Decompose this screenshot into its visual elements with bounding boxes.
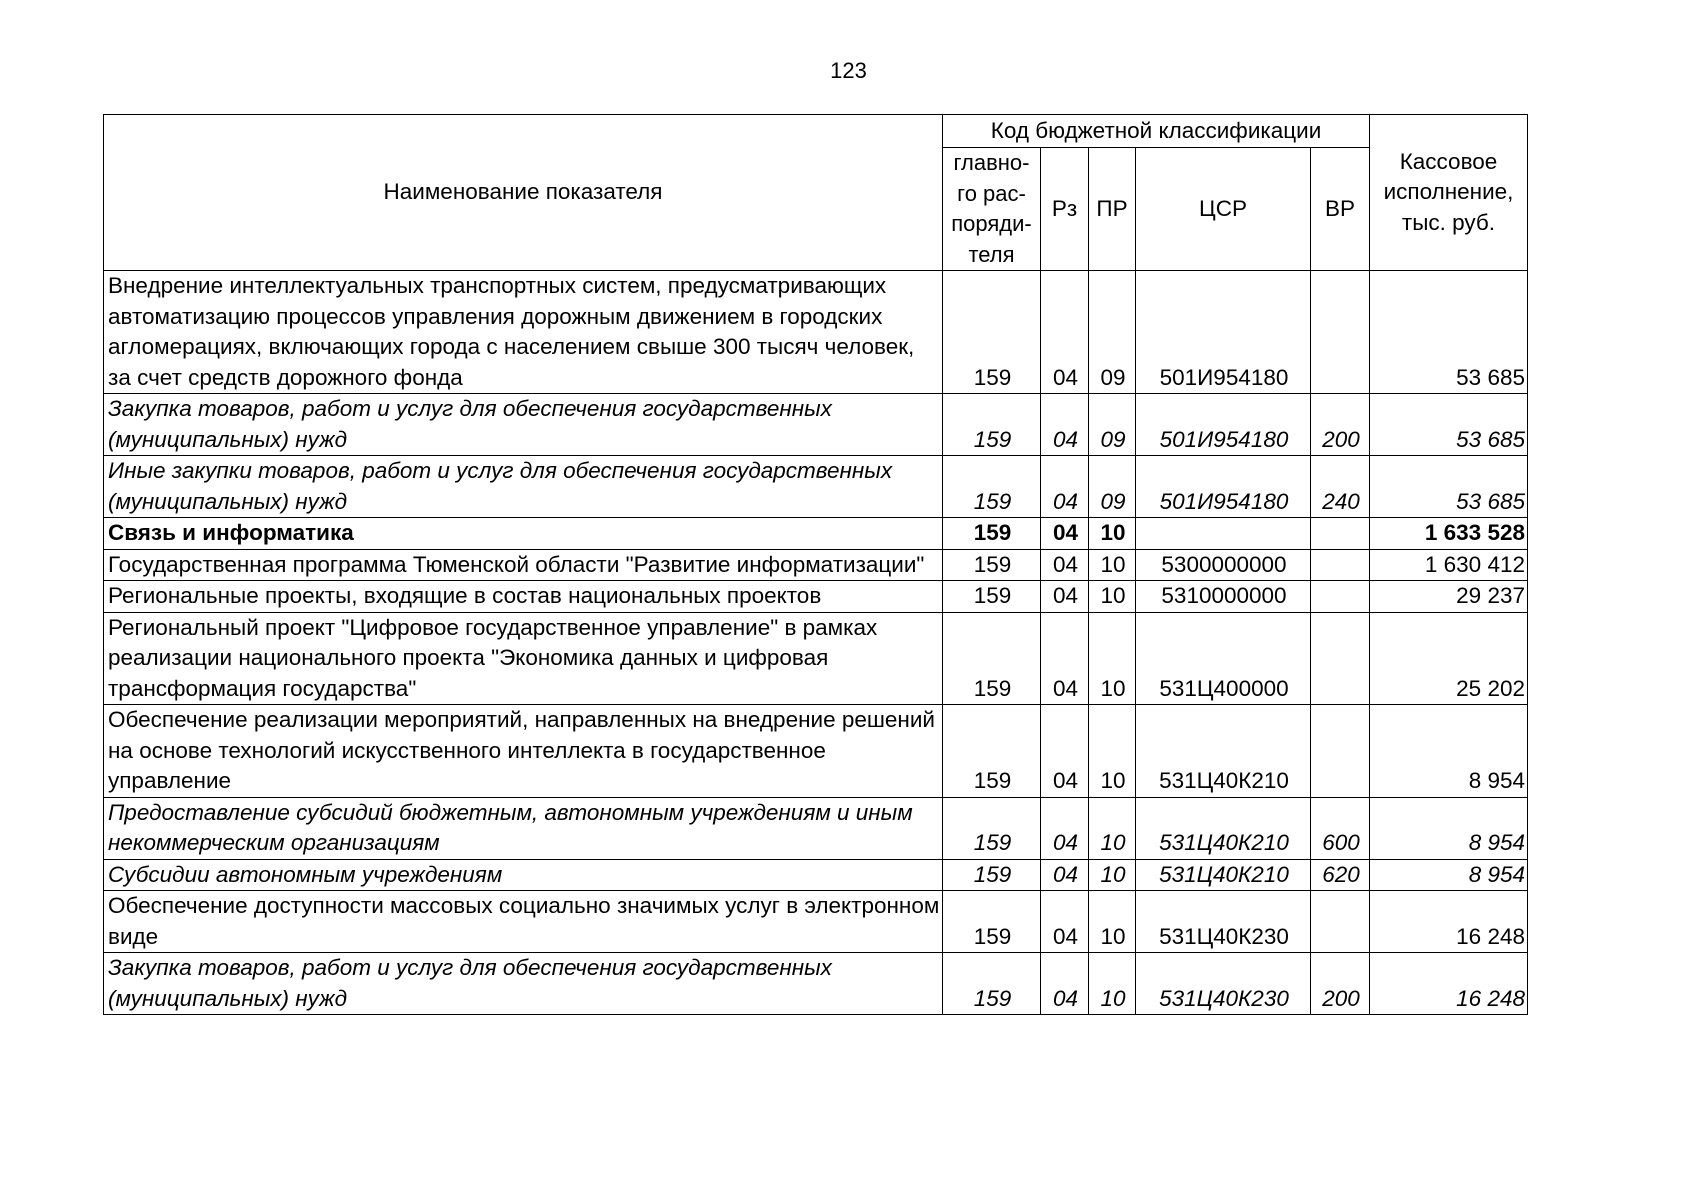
cell-rz: 04 bbox=[1041, 953, 1089, 1015]
cell-vr bbox=[1311, 518, 1370, 550]
cell-name: Внедрение интеллектуальных транспортных систем, предусматривающих автоматизацию процессов управления дорожным движением в городских агломерациях, включающих города с населением свыше 300 тысяч человек, за счет средств дорожного фонда bbox=[104, 271, 943, 394]
cell-csr: 5300000000 bbox=[1136, 549, 1311, 581]
cell-amount: 8 954 bbox=[1370, 705, 1528, 798]
cell-manager-code: 159 bbox=[943, 518, 1041, 550]
cell-amount: 8 954 bbox=[1370, 859, 1528, 891]
cell-name: Региональные проекты, входящие в состав национальных проектов bbox=[104, 581, 943, 613]
cell-manager-code: 159 bbox=[943, 456, 1041, 518]
cell-rz: 04 bbox=[1041, 271, 1089, 394]
cell-amount: 53 685 bbox=[1370, 394, 1528, 456]
cell-vr: 200 bbox=[1311, 953, 1370, 1015]
cell-csr: 531Ц40К230 bbox=[1136, 953, 1311, 1015]
cell-rz: 04 bbox=[1041, 518, 1089, 550]
cell-rz: 04 bbox=[1041, 549, 1089, 581]
header-execution-line-2: исполнение, bbox=[1383, 179, 1514, 205]
header-manager-code bbox=[943, 148, 1041, 271]
cell-rz: 04 bbox=[1041, 612, 1089, 705]
cell-amount: 29 237 bbox=[1370, 581, 1528, 613]
cell-manager-code: 159 bbox=[943, 705, 1041, 798]
cell-vr bbox=[1311, 612, 1370, 705]
cell-csr: 531Ц400000 bbox=[1136, 612, 1311, 705]
table-row bbox=[104, 705, 1528, 798]
cell-manager-code: 159 bbox=[943, 271, 1041, 394]
cell-vr: 620 bbox=[1311, 859, 1370, 891]
cell-manager-code: 159 bbox=[943, 953, 1041, 1015]
cell-csr: 501И954180 bbox=[1136, 456, 1311, 518]
cell-manager-code: 159 bbox=[943, 612, 1041, 705]
cell-manager-code: 159 bbox=[943, 549, 1041, 581]
cell-name: Предоставление субсидий бюджетным, автономным учреждениям и иным некоммерческим организациям bbox=[104, 797, 943, 859]
cell-rz: 04 bbox=[1041, 891, 1089, 953]
header-execution-line-1: Кассовое bbox=[1399, 148, 1498, 174]
cell-pr: 10 bbox=[1089, 705, 1136, 798]
cell-pr: 09 bbox=[1089, 394, 1136, 456]
cell-csr: 5310000000 bbox=[1136, 581, 1311, 613]
cell-vr bbox=[1311, 891, 1370, 953]
cell-name: Обеспечение доступности массовых социально значимых услуг в электронном виде bbox=[104, 891, 943, 953]
cell-manager-code: 159 bbox=[943, 797, 1041, 859]
table-row bbox=[104, 612, 1528, 705]
header-vr: ВР bbox=[1311, 148, 1370, 271]
cell-csr: 531Ц40К210 bbox=[1136, 797, 1311, 859]
cell-rz: 04 bbox=[1041, 797, 1089, 859]
header-csr: ЦСР bbox=[1136, 148, 1311, 271]
cell-rz: 04 bbox=[1041, 581, 1089, 613]
header-pr: ПР bbox=[1089, 148, 1136, 271]
cell-amount: 53 685 bbox=[1370, 271, 1528, 394]
cell-csr bbox=[1136, 518, 1311, 550]
cell-csr: 501И954180 bbox=[1136, 394, 1311, 456]
table-row bbox=[104, 859, 1528, 891]
table-row bbox=[104, 891, 1528, 953]
table-row bbox=[104, 953, 1528, 1015]
cell-manager-code: 159 bbox=[943, 394, 1041, 456]
cell-rz: 04 bbox=[1041, 705, 1089, 798]
header-execution-line-3: тыс. руб. bbox=[1401, 209, 1496, 235]
cell-pr: 10 bbox=[1089, 549, 1136, 581]
cell-csr: 531Ц40К210 bbox=[1136, 859, 1311, 891]
header-manager-line-1: главно- bbox=[953, 150, 1030, 175]
cell-pr: 10 bbox=[1089, 859, 1136, 891]
cell-rz: 04 bbox=[1041, 859, 1089, 891]
header-budget-code-group: Код бюджетной классификации bbox=[943, 115, 1370, 148]
cell-vr: 600 bbox=[1311, 797, 1370, 859]
cell-name: Закупка товаров, работ и услуг для обеспечения государственных (муниципальных) нужд bbox=[104, 394, 943, 456]
cell-rz: 04 bbox=[1041, 394, 1089, 456]
cell-manager-code: 159 bbox=[943, 859, 1041, 891]
cell-name: Связь и информатика bbox=[104, 518, 943, 550]
cell-name: Государственная программа Тюменской области "Развитие информатизации" bbox=[104, 549, 943, 581]
cell-amount: 16 248 bbox=[1370, 891, 1528, 953]
cell-csr: 501И954180 bbox=[1136, 271, 1311, 394]
header-manager-line-3: поряди- bbox=[951, 211, 1032, 236]
cell-vr: 240 bbox=[1311, 456, 1370, 518]
table-row bbox=[104, 456, 1528, 518]
table-row bbox=[104, 271, 1528, 394]
cell-vr bbox=[1311, 271, 1370, 394]
cell-pr: 10 bbox=[1089, 612, 1136, 705]
page-number: 123 bbox=[830, 58, 867, 83]
cell-pr: 10 bbox=[1089, 953, 1136, 1015]
cell-manager-code: 159 bbox=[943, 891, 1041, 953]
cell-amount: 25 202 bbox=[1370, 612, 1528, 705]
cell-name: Обеспечение реализации мероприятий, направленных на внедрение решений на основе технологий искусственного интеллекта в государственное управление bbox=[104, 705, 943, 798]
cell-vr bbox=[1311, 549, 1370, 581]
cell-pr: 09 bbox=[1089, 271, 1136, 394]
header-manager-line-4: теля bbox=[968, 241, 1015, 267]
cell-name: Иные закупки товаров, работ и услуг для обеспечения государственных (муниципальных) нужд bbox=[104, 456, 943, 518]
table-row bbox=[104, 581, 1528, 613]
cell-rz: 04 bbox=[1041, 456, 1089, 518]
header-rz: Рз bbox=[1041, 148, 1089, 271]
table-row bbox=[104, 518, 1528, 550]
cell-vr bbox=[1311, 705, 1370, 798]
cell-name: Региональный проект "Цифровое государственное управление" в рамках реализации национального проекта "Экономика данных и цифровая трансформация государства" bbox=[104, 612, 943, 705]
cell-pr: 10 bbox=[1089, 581, 1136, 613]
cell-pr: 09 bbox=[1089, 456, 1136, 518]
cell-pr: 10 bbox=[1089, 797, 1136, 859]
table-row bbox=[104, 797, 1528, 859]
cell-manager-code: 159 bbox=[943, 581, 1041, 613]
cell-vr: 200 bbox=[1311, 394, 1370, 456]
cell-vr bbox=[1311, 581, 1370, 613]
cell-amount: 16 248 bbox=[1370, 953, 1528, 1015]
cell-pr: 10 bbox=[1089, 891, 1136, 953]
header-name: Наименование показателя bbox=[104, 115, 943, 271]
cell-amount: 1 630 412 bbox=[1370, 549, 1528, 581]
header-manager-line-2: го рас- bbox=[957, 180, 1026, 206]
table-header bbox=[104, 115, 1528, 271]
cell-csr: 531Ц40К210 bbox=[1136, 705, 1311, 798]
cell-name: Закупка товаров, работ и услуг для обеспечения государственных (муниципальных) нужд bbox=[104, 953, 943, 1015]
budget-table bbox=[103, 114, 1528, 1015]
table-row bbox=[104, 549, 1528, 581]
cell-csr: 531Ц40К230 bbox=[1136, 891, 1311, 953]
table-row bbox=[104, 394, 1528, 456]
cell-amount: 1 633 528 bbox=[1370, 518, 1528, 550]
cell-name: Субсидии автономным учреждениям bbox=[104, 859, 943, 891]
header-execution bbox=[1370, 115, 1528, 271]
table-body bbox=[104, 271, 1528, 1015]
cell-amount: 8 954 bbox=[1370, 797, 1528, 859]
cell-pr: 10 bbox=[1089, 518, 1136, 550]
cell-amount: 53 685 bbox=[1370, 456, 1528, 518]
